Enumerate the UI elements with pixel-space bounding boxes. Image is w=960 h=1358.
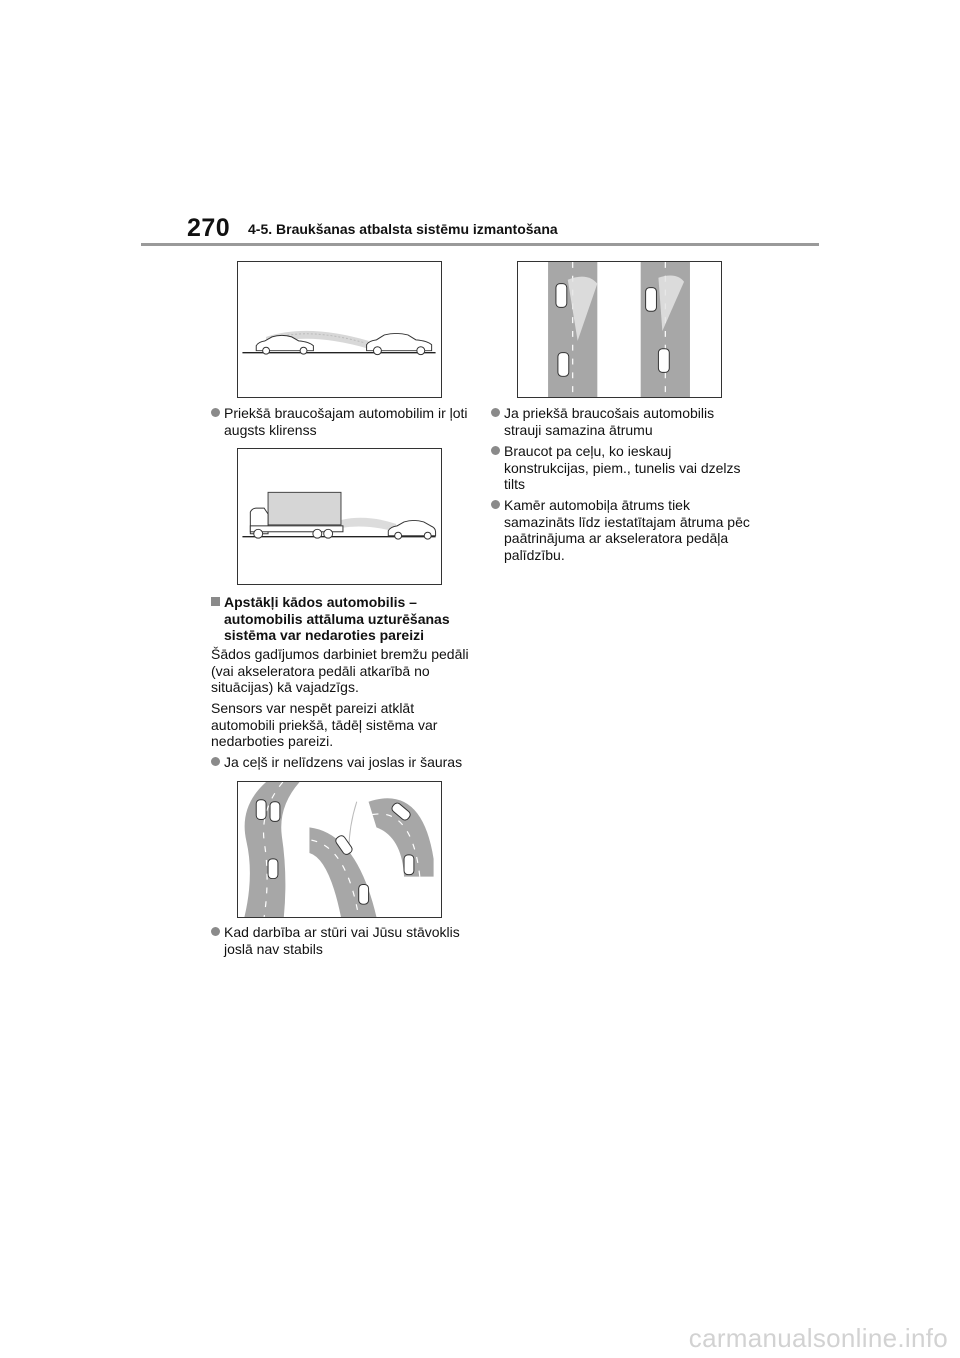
- car-icon: [270, 802, 280, 822]
- bullet-unstable-steering: [211, 924, 473, 957]
- bullet-text: Ja ceļš ir nelīdzens vai joslas ir šauras: [224, 754, 463, 770]
- heading-text: Apstākļi kādos automobilis – automobilis attāluma uzturēšanas sistēma var nedaroties pareizi: [224, 594, 450, 643]
- high-clearance-illustration: [238, 262, 441, 397]
- bullet-text: Braucot pa ceļu, ko ieskauj konstrukcijas, piem., tunelis vai dzelzs tilts: [504, 443, 741, 492]
- figure-sudden-deceleration: [517, 261, 722, 398]
- bullet-text: Kamēr automobiļa ātrums tiek samazināts līdz iestatītajam ātruma pēc paātrinājuma ar akseleratora pedāļa palīdzību.: [504, 497, 750, 563]
- bullet-uneven-road: [211, 754, 473, 771]
- bullet-text: Kad darbība ar stūri vai Jūsu stāvoklis joslā nav stabils: [224, 924, 460, 957]
- car-icon: [558, 353, 569, 377]
- truck-illustration: [238, 449, 441, 584]
- bullet-high-clearance: [211, 405, 473, 438]
- bullet-icon: [211, 927, 220, 936]
- bullet-icon: [211, 757, 220, 766]
- car-icon: [404, 855, 414, 875]
- truck-icon: [250, 492, 343, 538]
- section-title: 4-5. Braukšanas atbalsta sistēmu izmantošana: [248, 221, 558, 237]
- section-heading: [211, 594, 473, 644]
- car-icon: [658, 349, 669, 373]
- bullet-speed-reduction: [491, 497, 753, 563]
- car-icon: [359, 884, 369, 904]
- bullet-text: Ja priekšā braucošais automobilis strauji samazina ātrumu: [504, 405, 715, 438]
- bullet-icon: [491, 408, 500, 417]
- watermark: carmanualsonline.info: [688, 1323, 948, 1353]
- header-divider: [141, 243, 819, 246]
- car-icon: [646, 288, 657, 312]
- car-icon: [268, 859, 278, 879]
- bullet-icon: [491, 500, 500, 509]
- bullet-sudden-deceleration: [491, 405, 753, 438]
- paragraph-operate-pedals: Šādos gadījumos darbiniet bremžu pedāli (vai akseleratora pedāli atkarībā no situācijas) kā vajadzīgs.: [211, 646, 469, 695]
- car-icon: [256, 800, 266, 820]
- lanes-illustration: [518, 262, 721, 397]
- bullet-text: Priekšā braucošajam automobilim ir ļoti augsts klirenss: [224, 405, 468, 438]
- car-icon: [556, 284, 567, 308]
- bullet-icon: [491, 446, 500, 455]
- bullet-tunnel: [491, 443, 753, 493]
- heading-square-icon: [211, 597, 220, 606]
- paragraph-sensor-detection: Sensors var nespēt pareizi atklāt automobili priekšā, tādēļ sistēma var nedarboties pareizi.: [211, 700, 438, 749]
- figure-high-clearance: [237, 261, 442, 398]
- front-car-icon: [367, 333, 432, 354]
- figure-curved-roads: [237, 781, 442, 918]
- page-number: 270: [187, 214, 231, 242]
- bullet-icon: [211, 408, 220, 417]
- curved-roads-illustration: [238, 782, 441, 917]
- figure-truck: [237, 448, 442, 585]
